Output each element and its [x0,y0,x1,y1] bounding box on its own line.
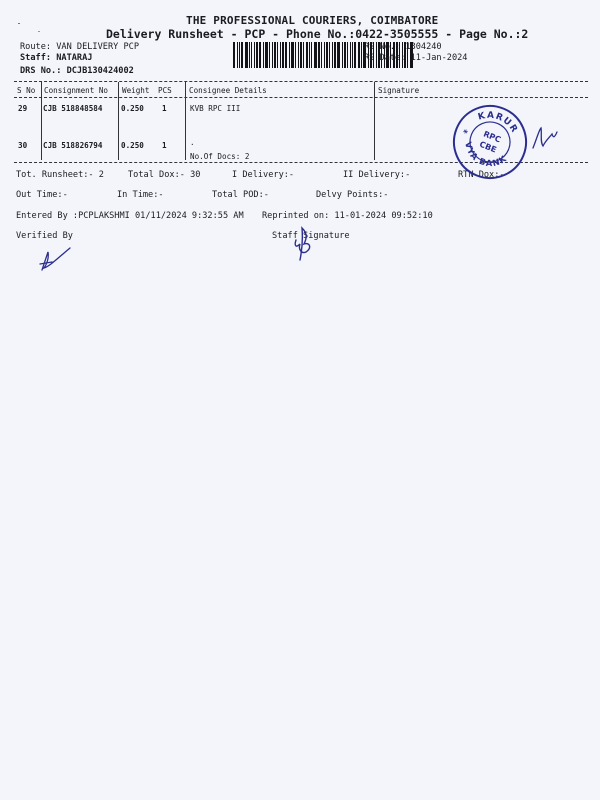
barcode-bar [233,42,235,68]
row-weight: 0.250 [121,104,144,113]
barcode-bar [329,42,330,68]
col-header-weight: Weight [122,86,150,95]
col-divider [118,82,119,160]
barcode-bar [352,42,353,68]
barcode-bar [269,42,270,68]
col-header-consignee: Consignee Details [189,86,267,95]
barcode-bar [321,42,322,68]
svg-text:*: * [460,128,469,140]
staff-signature-mark [290,222,320,262]
total-pod: Total POD:- [212,190,269,200]
row-consignee: . [190,138,195,147]
col-divider [41,82,42,160]
barcode-bar [274,42,276,68]
first-delivery: I Delivery:- [232,170,295,180]
svg-text:RPC: RPC [482,129,503,145]
barcode-bar [291,42,294,68]
svg-text:CBE: CBE [478,139,498,155]
company-title: THE PROFESSIONAL COURIERS, COIMBATORE [186,14,439,27]
runsheet-subtitle: Delivery Runsheet - PCP - Phone No.:0422-3505555 - Page No.:2 [106,27,529,41]
barcode-bar [314,42,317,68]
barcode-bar [306,42,308,68]
bank-seal [452,104,528,180]
reprinted-on: Reprinted on: 11-01-2024 09:52:10 [262,211,433,221]
table-header-rule [14,97,588,98]
barcode-bar [344,42,346,68]
entered-by: Entered By :PCPLAKSHMI 01/11/2024 9:32:55 AM [16,211,244,221]
rtn-dox: RTN Dox:- [458,170,505,180]
barcode-bar [259,42,261,68]
barcode-bar [295,42,296,68]
barcode-bar [239,42,240,68]
barcode-bar [249,42,250,68]
route-label: Route: VAN DELIVERY PCP [20,42,139,52]
barcode-bar [263,42,264,68]
verifier-signature [36,244,76,274]
barcode-bar [324,42,325,68]
barcode-bar [347,42,348,68]
total-dox: Total Dox:- 30 [128,170,201,180]
barcode-bar [298,42,299,68]
col-divider [185,82,186,160]
col-header-signature: Signature [378,86,420,95]
rs-date: RS Date: 11-Jan-2024 [364,53,468,63]
out-time: Out Time:- [16,190,68,200]
table-top-rule [14,81,588,82]
barcode-bar [237,42,238,68]
barcode-bar [354,42,356,68]
row-pcs: 1 [162,141,167,150]
row-pcs: 1 [162,104,167,113]
barcode-bar [318,42,320,68]
drs-number: DRS No.: DCJB130424002 [20,66,134,76]
receiver-signature [530,124,560,154]
barcode-bar [277,42,278,68]
staff-label: Staff: NATARAJ [20,53,93,63]
in-time: In Time:- [117,190,164,200]
row-doc-count: No.Of Docs: 2 [190,152,250,161]
barcode-bar [332,42,333,68]
barcode-bar [256,42,258,68]
barcode-bar [254,42,255,68]
total-runsheet: Tot. Runsheet:- 2 [16,170,104,180]
barcode-bar [272,42,273,68]
row-consignment: CJB 518826794 [43,141,103,150]
barcode-bar [265,42,268,68]
barcode-bar [300,42,302,68]
svg-text:KARUR: KARUR [477,110,520,136]
barcode-bar [334,42,336,68]
col-divider [374,82,375,160]
delvy-points: Delvy Points:- [316,190,389,200]
barcode-bar [285,42,287,68]
barcode-bar [309,42,310,68]
col-header-sno: S No [17,86,36,95]
verified-by-label: Verified By [16,231,73,241]
barcode-bar [361,42,362,68]
scan-speck [38,31,40,32]
row-sno: 30 [18,141,28,150]
second-delivery: II Delivery:- [343,170,411,180]
row-consignee: KVB RPC III [190,104,241,113]
barcode-bar [245,42,248,68]
barcode-bar [311,42,312,68]
staff-signature-label: Staff Signature [272,231,350,241]
row-weight: 0.250 [121,141,144,150]
svg-text:VYA BANK: VYA BANK [462,141,510,170]
barcode-bar [350,42,351,68]
barcode-bar [289,42,290,68]
barcode-bar [251,42,252,68]
barcode-bar [303,42,304,68]
row-sno: 29 [18,104,28,113]
barcode-bar [342,42,343,68]
rs-number: RS No.: 1304240 [364,42,442,52]
barcode-bar [282,42,284,68]
barcode-bar [326,42,328,68]
scan-speck [18,23,20,24]
barcode-bar [241,42,243,68]
barcode-bar [358,42,360,68]
barcode-bar [337,42,340,68]
row-consignment: CJB 518848584 [43,104,103,113]
col-header-pcs: PCS [158,86,172,95]
barcode-bar [280,42,281,68]
col-header-consignment: Consignment No [44,86,109,95]
